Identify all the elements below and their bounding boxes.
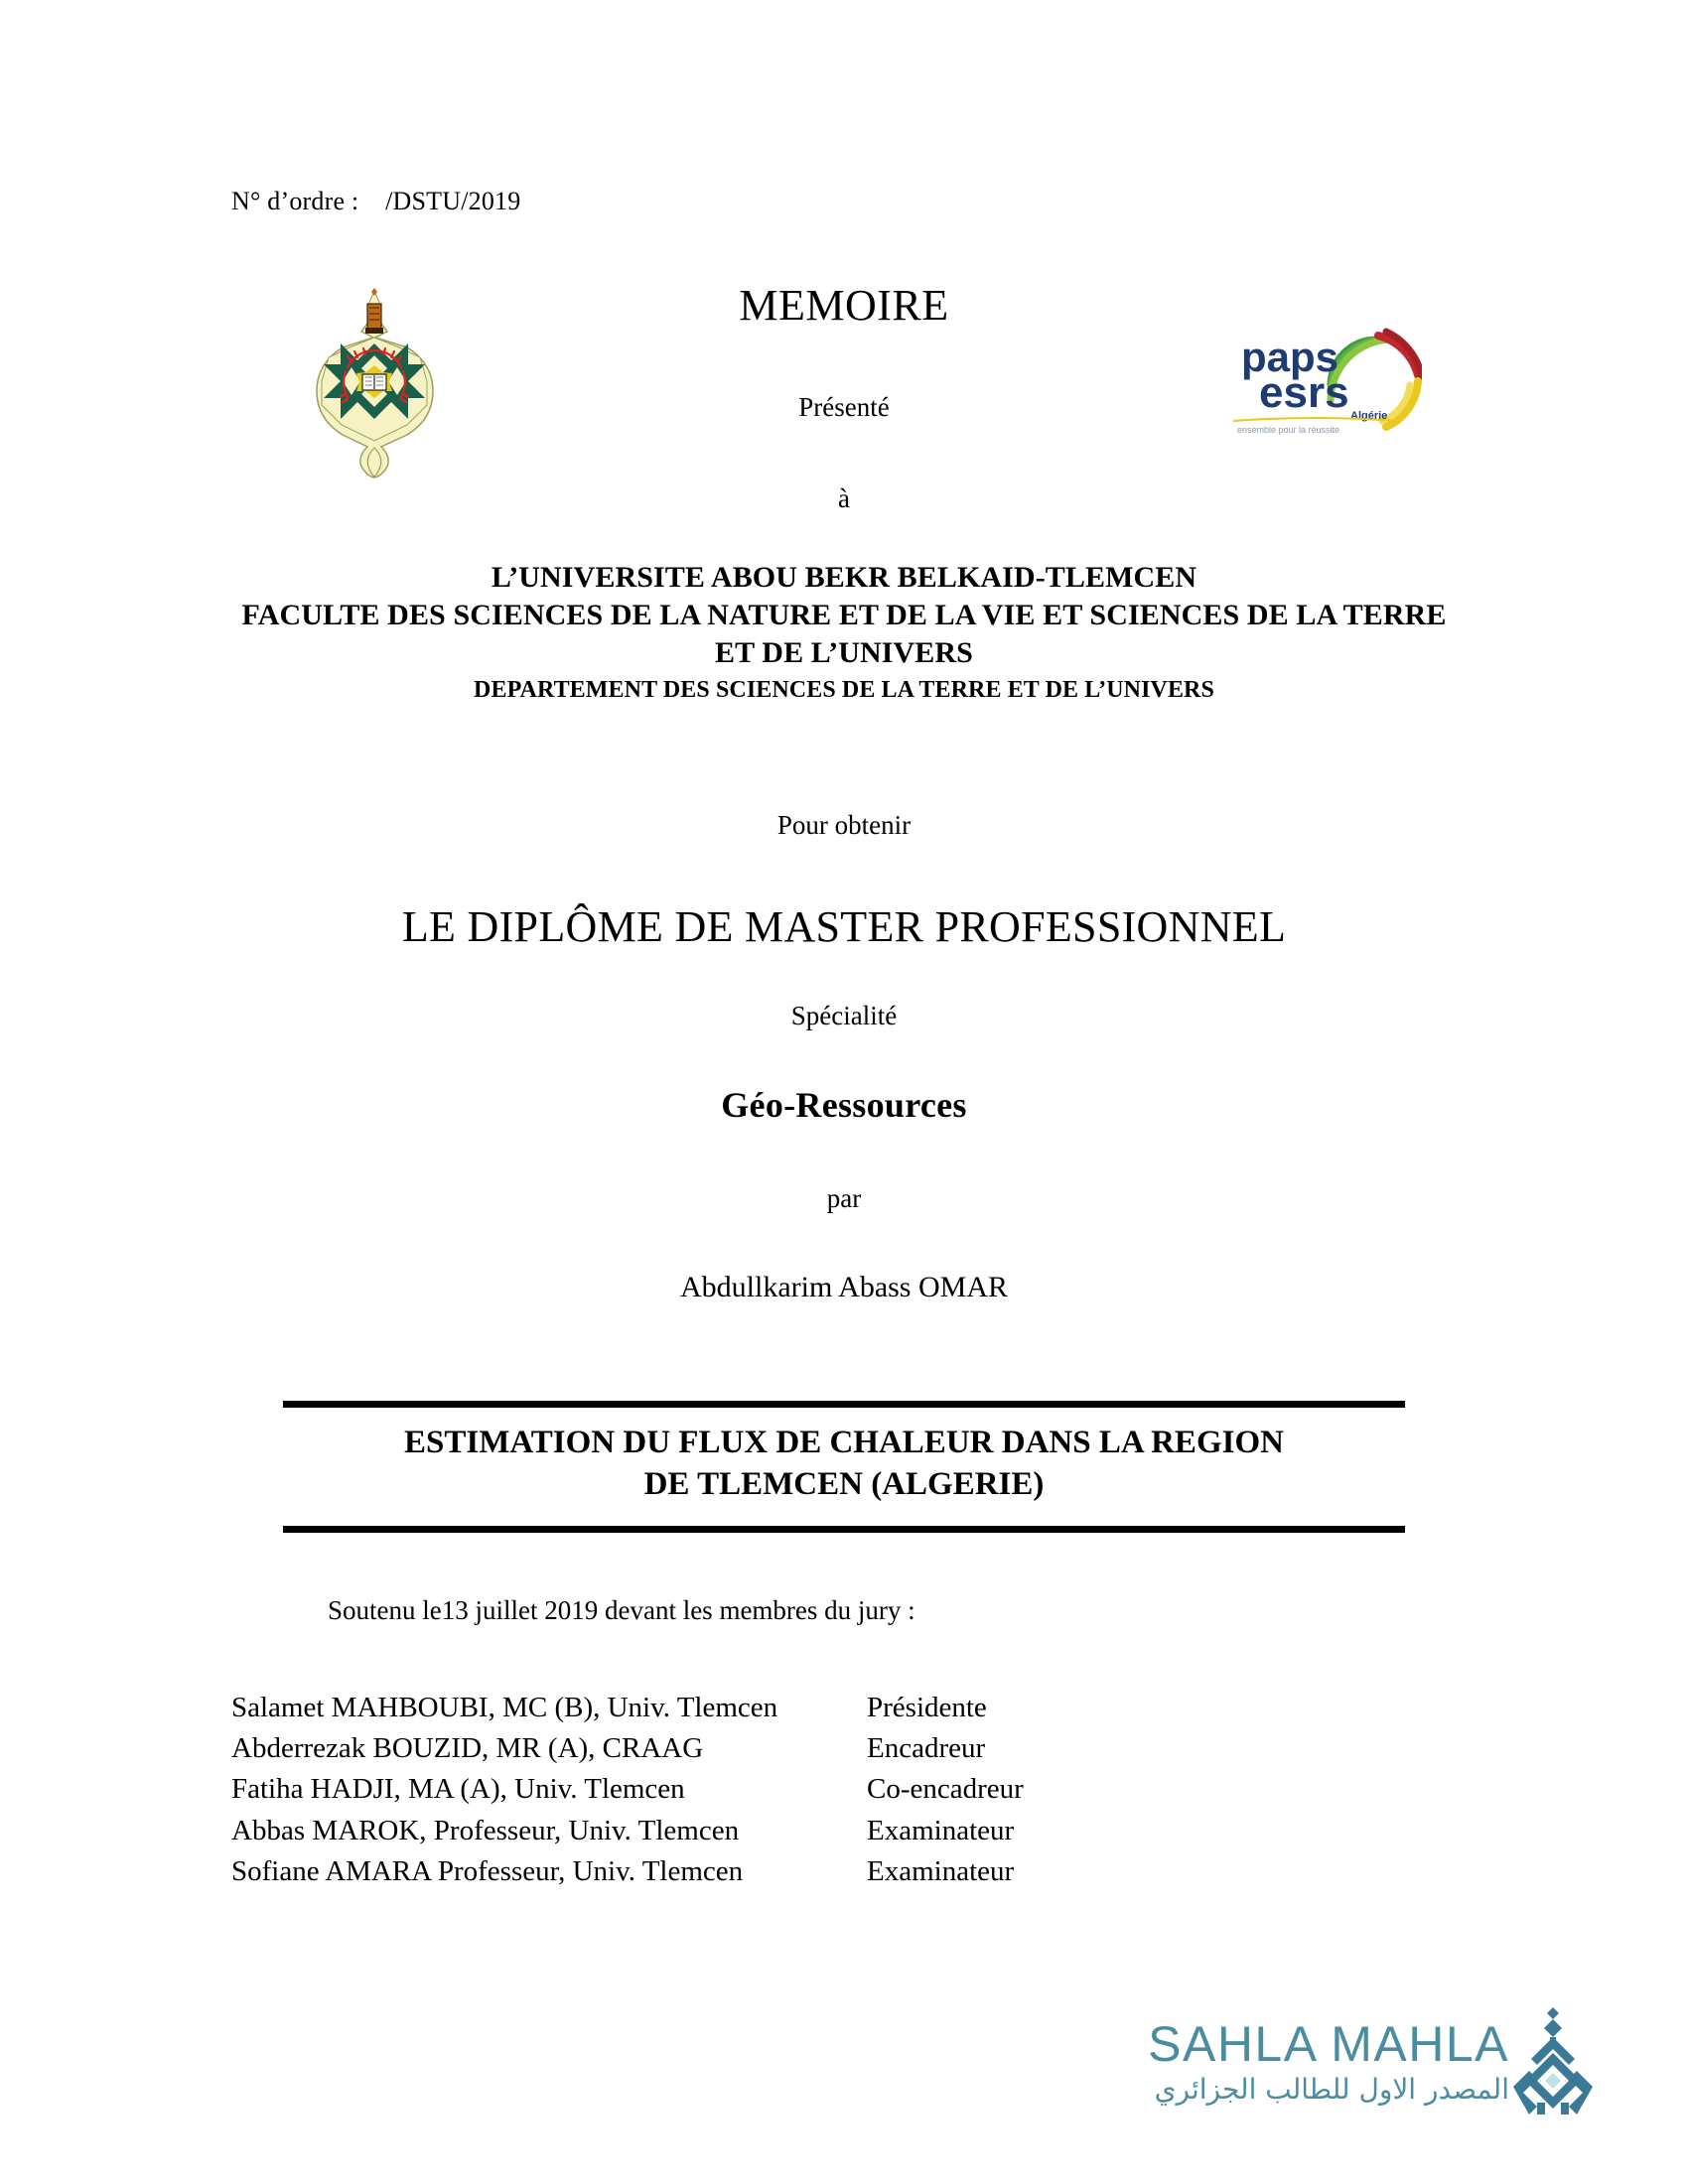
jury-row xyxy=(231,1688,1373,1728)
faculty-name-line1: FACULTE DES SCIENCES DE LA NATURE ET DE LA VIE ET SCIENCES DE LA TERRE xyxy=(241,598,1447,631)
jury-member-name: Fatiha HADJI, MA (A), Univ. Tlemcen xyxy=(231,1773,685,1806)
jury-row xyxy=(231,1728,1373,1769)
defense-date-line: Soutenu le13 juillet 2019 devant les membres du jury : xyxy=(328,1595,915,1625)
sahla-mahla-ornament-icon xyxy=(1507,2007,1599,2118)
jury-member-role: Co-encadreur xyxy=(867,1773,1024,1806)
institution-block xyxy=(0,559,1688,706)
watermark-arabic-text: المصدر الاول للطالب الجزائري xyxy=(1154,2073,1509,2106)
document-type-heading: MEMOIRE xyxy=(739,281,949,330)
to-label: à xyxy=(838,483,850,513)
jury-member-role: Encadreur xyxy=(867,1732,986,1765)
author-name: Abdullkarim Abass OMAR xyxy=(680,1271,1008,1303)
svg-text:esrs: esrs xyxy=(1259,368,1349,417)
jury-member-name: Sofiane AMARA Professeur, Univ. Tlemcen xyxy=(231,1854,744,1887)
svg-text:ensemble pour la réussite: ensemble pour la réussite xyxy=(1237,425,1340,435)
watermark-latin-text: SAHLA MAHLA xyxy=(1148,2016,1509,2072)
degree-heading: LE DIPLÔME DE MASTER PROFESSIONNEL xyxy=(401,902,1287,951)
presented-label: Présenté xyxy=(798,392,890,422)
jury-member-role: Présidente xyxy=(867,1692,987,1723)
svg-text:Algérie: Algérie xyxy=(1350,410,1388,422)
watermark-text xyxy=(1112,2016,1509,2107)
svg-text:paps: paps xyxy=(1241,334,1339,380)
specialty-label: Spécialité xyxy=(790,1001,898,1030)
university-name: L’UNIVERSITE ABOU BEKR BELKAID-TLEMCEN xyxy=(491,561,1197,594)
title-rule-top xyxy=(283,1401,1405,1408)
purpose-label: Pour obtenir xyxy=(776,810,912,840)
jury-member-role: Examinateur xyxy=(867,1814,1015,1846)
jury-member-name: Abbas MAROK, Professeur, Univ. Tlemcen xyxy=(231,1814,740,1846)
jury-member-name: Salamet MAHBOUBI, MC (B), Univ. Tlemcen xyxy=(231,1692,778,1723)
thesis-title-line2: DE TLEMCEN (ALGERIE) xyxy=(643,1466,1045,1503)
jury-row xyxy=(231,1811,1373,1851)
jury-row xyxy=(231,1769,1373,1810)
sahla-mahla-watermark xyxy=(1112,2007,1589,2126)
order-number: N° d’ordre : /DSTU/2019 xyxy=(231,187,521,215)
title-rule-bottom xyxy=(283,1526,1405,1533)
thesis-title-line1: ESTIMATION DU FLUX DE CHALEUR DANS LA REGION xyxy=(404,1425,1284,1460)
jury-row xyxy=(231,1851,1373,1892)
thesis-title xyxy=(0,1422,1688,1505)
by-label: par xyxy=(826,1183,862,1213)
jury-member-role: Examinateur xyxy=(867,1854,1015,1887)
jury-list xyxy=(231,1688,1373,1892)
jury-member-name: Abderrezak BOUZID, MR (A), CRAAG xyxy=(231,1732,704,1765)
specialty-value: Géo-Ressources xyxy=(721,1085,967,1125)
department-name: DEPARTEMENT DES SCIENCES DE LA TERRE ET DE L’UNIVERS xyxy=(474,677,1214,704)
faculty-name-line2: ET DE L’UNIVERS xyxy=(715,635,973,669)
